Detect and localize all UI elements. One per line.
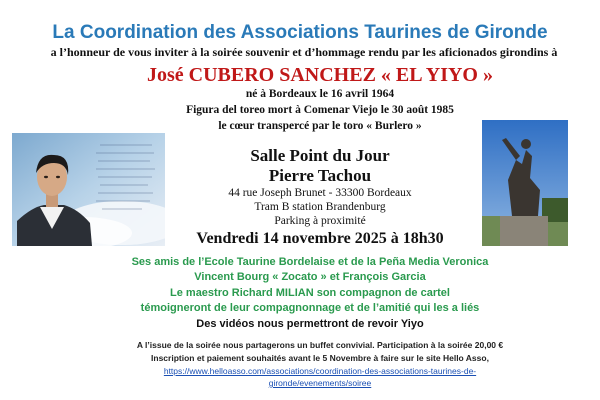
buffet-note: A l’issue de la soirée nous partagerons un buffet convivial. Participation à la soirée 20,00 € — [136, 340, 504, 350]
organizer-title: La Coordination des Associations Taurines de Gironde — [52, 22, 548, 43]
invitation-text: a l’honneur de vous inviter à la soirée souvenir et d’hommage rendu par les aficionados girondins à — [50, 45, 558, 59]
statue-photo-image — [482, 120, 568, 246]
program-guests: Vincent Bourg « Zocato » et François Garcia — [194, 271, 426, 283]
honoree-name: José CUBERO SANCHEZ « EL YIYO » — [147, 64, 493, 86]
helloasso-link[interactable]: https://www.helloasso.com/associations/coordination-des-associations-taurines-de- — [163, 366, 477, 376]
venue-hall: Pierre Tachou — [268, 166, 372, 185]
honoree-heart: le cœur transpercé par le toro « Burlero » — [218, 120, 422, 132]
program-maestro: Le maestro Richard MILIAN son compagnon de cartel — [170, 287, 450, 299]
program-videos: Des vidéos nous permettront de revoir Yiyo — [196, 318, 424, 330]
honoree-death: Figura del toreo mort à Comenar Viejo le 30 août 1985 — [186, 104, 454, 116]
venue-parking: Parking à proximité — [274, 215, 366, 227]
helloasso-link-continued[interactable]: gironde/evenements/soiree — [268, 378, 372, 388]
venue-address: 44 rue Joseph Brunet - 33300 Bordeaux — [228, 187, 412, 199]
event-date: Vendredi 14 novembre 2025 à 18h30 — [196, 230, 444, 247]
program-friends: Ses amis de l’Ecole Taurine Bordelaise et de la Peña Media Veronica — [131, 256, 489, 268]
honoree-birth: né à Bordeaux le 16 avril 1964 — [245, 88, 395, 100]
registration-note: Inscription et paiement souhaités avant le 5 Novembre à faire sur le site Hello Asso, — [151, 353, 489, 363]
venue-name: Salle Point du Jour — [250, 146, 390, 165]
venue-tram: Tram B station Brandenburg — [254, 201, 386, 213]
program-testimony: témoigneront de leur compagnonnage et de l’amitié qui les a liés — [140, 302, 480, 314]
